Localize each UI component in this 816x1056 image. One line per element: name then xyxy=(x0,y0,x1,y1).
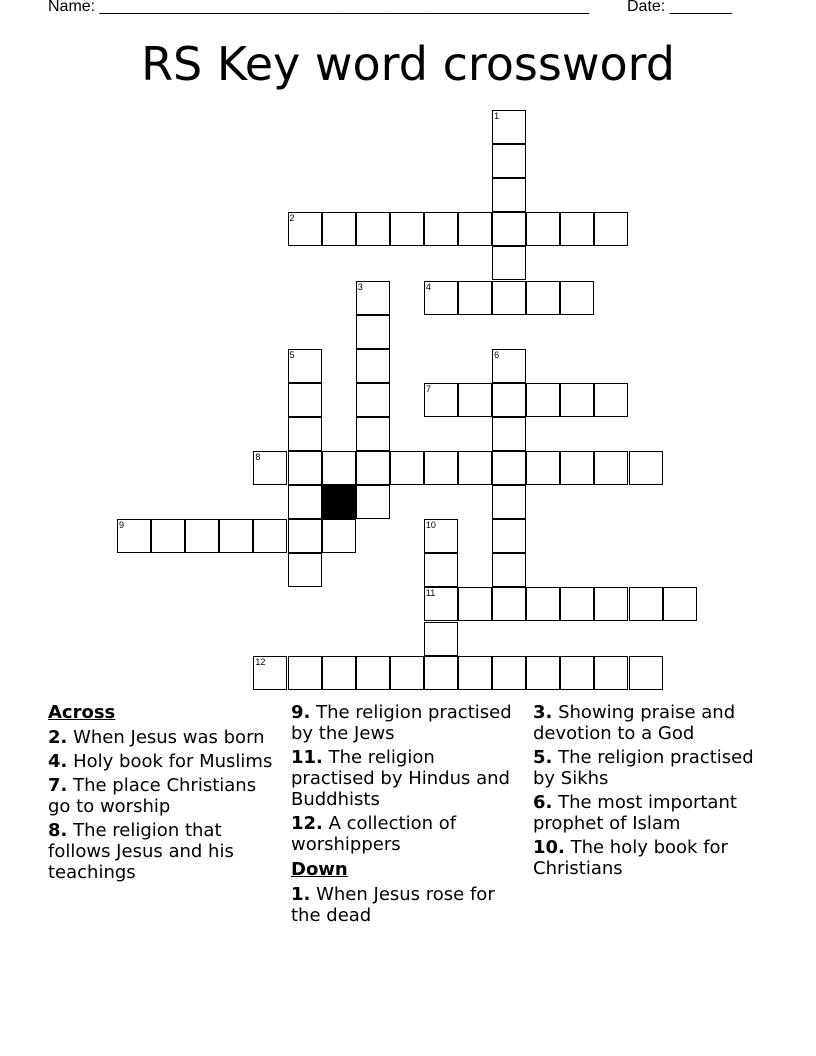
down-clue-list-continued xyxy=(533,702,773,879)
crossword-cell[interactable] xyxy=(288,417,322,451)
crossword-cell[interactable] xyxy=(322,212,356,246)
clue-number: 3 xyxy=(357,281,363,292)
down-clue-list xyxy=(291,884,521,926)
clue-number: 6 xyxy=(494,349,500,360)
clue-text: The religion practised by Sikhs xyxy=(533,747,754,789)
crossword-cell[interactable] xyxy=(526,281,560,315)
clue-text: The place Christians go to worship xyxy=(48,775,257,817)
clue-item xyxy=(48,820,278,883)
crossword-cell[interactable] xyxy=(594,587,628,621)
crossword-cell[interactable] xyxy=(424,212,458,246)
crossword-cell[interactable] xyxy=(629,451,663,485)
crossword-cell[interactable] xyxy=(526,587,560,621)
crossword-cell[interactable] xyxy=(526,451,560,485)
crossword-cell[interactable] xyxy=(458,451,492,485)
crossword-cell[interactable] xyxy=(424,281,458,315)
clue-item xyxy=(533,747,773,789)
crossword-cell[interactable] xyxy=(424,519,458,553)
crossword-cell[interactable] xyxy=(526,212,560,246)
crossword-cell[interactable] xyxy=(560,212,594,246)
crossword-cell[interactable] xyxy=(117,519,151,553)
crossword-cell[interactable] xyxy=(322,656,356,690)
clue-number: 1 xyxy=(494,111,500,121)
crossword-cell[interactable] xyxy=(253,519,287,553)
crossword-cell[interactable] xyxy=(458,656,492,690)
crossword-cell[interactable] xyxy=(424,383,458,417)
crossword-cell[interactable] xyxy=(288,451,322,485)
crossword-cell[interactable] xyxy=(492,519,526,553)
crossword-cell[interactable] xyxy=(356,656,390,690)
clue-number: 4 xyxy=(425,281,431,292)
crossword-cell[interactable] xyxy=(629,587,663,621)
crossword-cell[interactable] xyxy=(356,485,390,519)
crossword-cell[interactable] xyxy=(560,383,594,417)
crossword-cell[interactable] xyxy=(458,383,492,417)
clue-text: Showing praise and devotion to a God xyxy=(533,702,736,744)
clue-number: 2 xyxy=(289,213,295,224)
crossword-cell[interactable] xyxy=(288,553,322,587)
clue-text: The most important prophet of Islam xyxy=(533,792,737,834)
clue-item xyxy=(48,751,278,772)
crossword-block xyxy=(322,485,356,519)
clue-number: 1. xyxy=(291,884,311,905)
clues-column-3 xyxy=(533,702,773,882)
crossword-cell[interactable] xyxy=(492,485,526,519)
crossword-cell[interactable] xyxy=(424,656,458,690)
clue-number: 7. xyxy=(48,775,68,796)
clue-number: 9 xyxy=(119,520,125,531)
clue-item xyxy=(291,813,521,855)
crossword-cell[interactable] xyxy=(356,383,390,417)
crossword-cell[interactable] xyxy=(356,281,390,315)
clue-number: 7 xyxy=(425,383,431,394)
clue-number: 2. xyxy=(48,727,68,748)
crossword-cell[interactable] xyxy=(253,656,287,690)
clue-number: 4. xyxy=(48,751,68,772)
crossword-cell[interactable] xyxy=(356,417,390,451)
crossword-cell[interactable] xyxy=(424,451,458,485)
crossword-cell[interactable] xyxy=(594,451,628,485)
clue-number: 11 xyxy=(425,588,436,599)
crossword-cell[interactable] xyxy=(390,656,424,690)
clue-text: The religion practised by the Jews xyxy=(291,702,512,744)
crossword-cell[interactable] xyxy=(492,144,526,178)
crossword-cell[interactable] xyxy=(492,451,526,485)
crossword-cell[interactable] xyxy=(424,553,458,587)
crossword-cell[interactable] xyxy=(390,451,424,485)
crossword-cell[interactable] xyxy=(492,553,526,587)
crossword-cell[interactable] xyxy=(322,451,356,485)
clue-item xyxy=(48,775,278,817)
crossword-cell[interactable] xyxy=(492,212,526,246)
clue-number: 11. xyxy=(291,747,323,768)
clues-column-1 xyxy=(48,702,278,886)
clue-text: The holy book for Christians xyxy=(533,837,728,879)
crossword-cell[interactable] xyxy=(492,383,526,417)
crossword-cell[interactable] xyxy=(492,178,526,212)
crossword-cell[interactable] xyxy=(390,212,424,246)
crossword-cell[interactable] xyxy=(492,417,526,451)
crossword-cell[interactable] xyxy=(492,246,526,280)
crossword-cell[interactable] xyxy=(594,383,628,417)
clue-text: The religion that follows Jesus and his teachings xyxy=(48,820,234,883)
crossword-cell[interactable] xyxy=(629,656,663,690)
crossword-cell[interactable] xyxy=(492,349,526,383)
crossword-cell[interactable] xyxy=(185,519,219,553)
clue-number: 5 xyxy=(289,349,295,360)
crossword-cell[interactable] xyxy=(356,349,390,383)
crossword-cell[interactable] xyxy=(458,212,492,246)
crossword-cell[interactable] xyxy=(526,656,560,690)
crossword-cell[interactable] xyxy=(492,656,526,690)
clue-number: 10 xyxy=(425,520,436,531)
crossword-cell[interactable] xyxy=(560,451,594,485)
clue-number: 8. xyxy=(48,820,68,841)
clue-text: The religion practised by Hindus and Buddhists xyxy=(291,747,510,810)
clue-number: 10. xyxy=(533,837,565,858)
crossword-cell[interactable] xyxy=(288,212,322,246)
clue-number: 8 xyxy=(255,452,261,462)
clue-text: A collection of worshippers xyxy=(291,813,457,855)
crossword-cell[interactable] xyxy=(594,212,628,246)
crossword-cell[interactable] xyxy=(492,587,526,621)
clue-item xyxy=(48,727,278,748)
clue-number: 12. xyxy=(291,813,323,834)
across-heading: Across xyxy=(48,702,116,723)
crossword-cell[interactable] xyxy=(219,519,253,553)
name-field[interactable]: Name: _______________________________________________________ xyxy=(48,0,589,15)
crossword-cell[interactable] xyxy=(288,485,322,519)
clue-item xyxy=(291,884,521,926)
crossword-cell[interactable] xyxy=(560,656,594,690)
clue-number: 9. xyxy=(291,702,311,723)
crossword-cell[interactable] xyxy=(492,281,526,315)
clue-item xyxy=(291,702,521,744)
clues-column-2 xyxy=(291,702,521,929)
crossword-cell[interactable] xyxy=(151,519,185,553)
crossword-cell[interactable] xyxy=(288,349,322,383)
crossword-cell[interactable] xyxy=(288,383,322,417)
down-heading: Down xyxy=(291,859,348,880)
clue-item xyxy=(291,747,521,810)
crossword-cell[interactable] xyxy=(526,383,560,417)
crossword-cell[interactable] xyxy=(322,519,356,553)
clue-text: When Jesus rose for the dead xyxy=(291,884,495,926)
clue-item xyxy=(533,837,773,879)
crossword-cell[interactable] xyxy=(458,587,492,621)
clue-item xyxy=(533,792,773,834)
crossword-cell[interactable] xyxy=(356,451,390,485)
clue-item xyxy=(533,702,773,744)
crossword-cell[interactable] xyxy=(288,519,322,553)
crossword-cell[interactable] xyxy=(560,281,594,315)
crossword-cell[interactable] xyxy=(356,212,390,246)
crossword-cell[interactable] xyxy=(356,315,390,349)
across-clue-list xyxy=(48,727,278,883)
date-field[interactable]: Date: _______ xyxy=(627,0,732,15)
clue-text: Holy book for Muslims xyxy=(67,751,273,772)
clue-number: 12 xyxy=(255,656,266,667)
page-title: RS Key word crossword xyxy=(141,37,675,91)
crossword-cell[interactable] xyxy=(458,281,492,315)
clue-number: 5. xyxy=(533,747,553,768)
crossword-cell[interactable] xyxy=(492,110,526,144)
crossword-cell[interactable] xyxy=(424,587,458,621)
across-clue-list-continued xyxy=(291,702,521,855)
clue-text: When Jesus was born xyxy=(67,727,265,748)
clue-number: 3. xyxy=(533,702,553,723)
crossword-cell[interactable] xyxy=(424,622,458,656)
crossword-cell[interactable] xyxy=(560,587,594,621)
crossword-cell[interactable] xyxy=(594,656,628,690)
crossword-cell[interactable] xyxy=(253,451,287,485)
crossword-cell[interactable] xyxy=(663,587,697,621)
clue-number: 6. xyxy=(533,792,553,813)
crossword-cell[interactable] xyxy=(288,656,322,690)
